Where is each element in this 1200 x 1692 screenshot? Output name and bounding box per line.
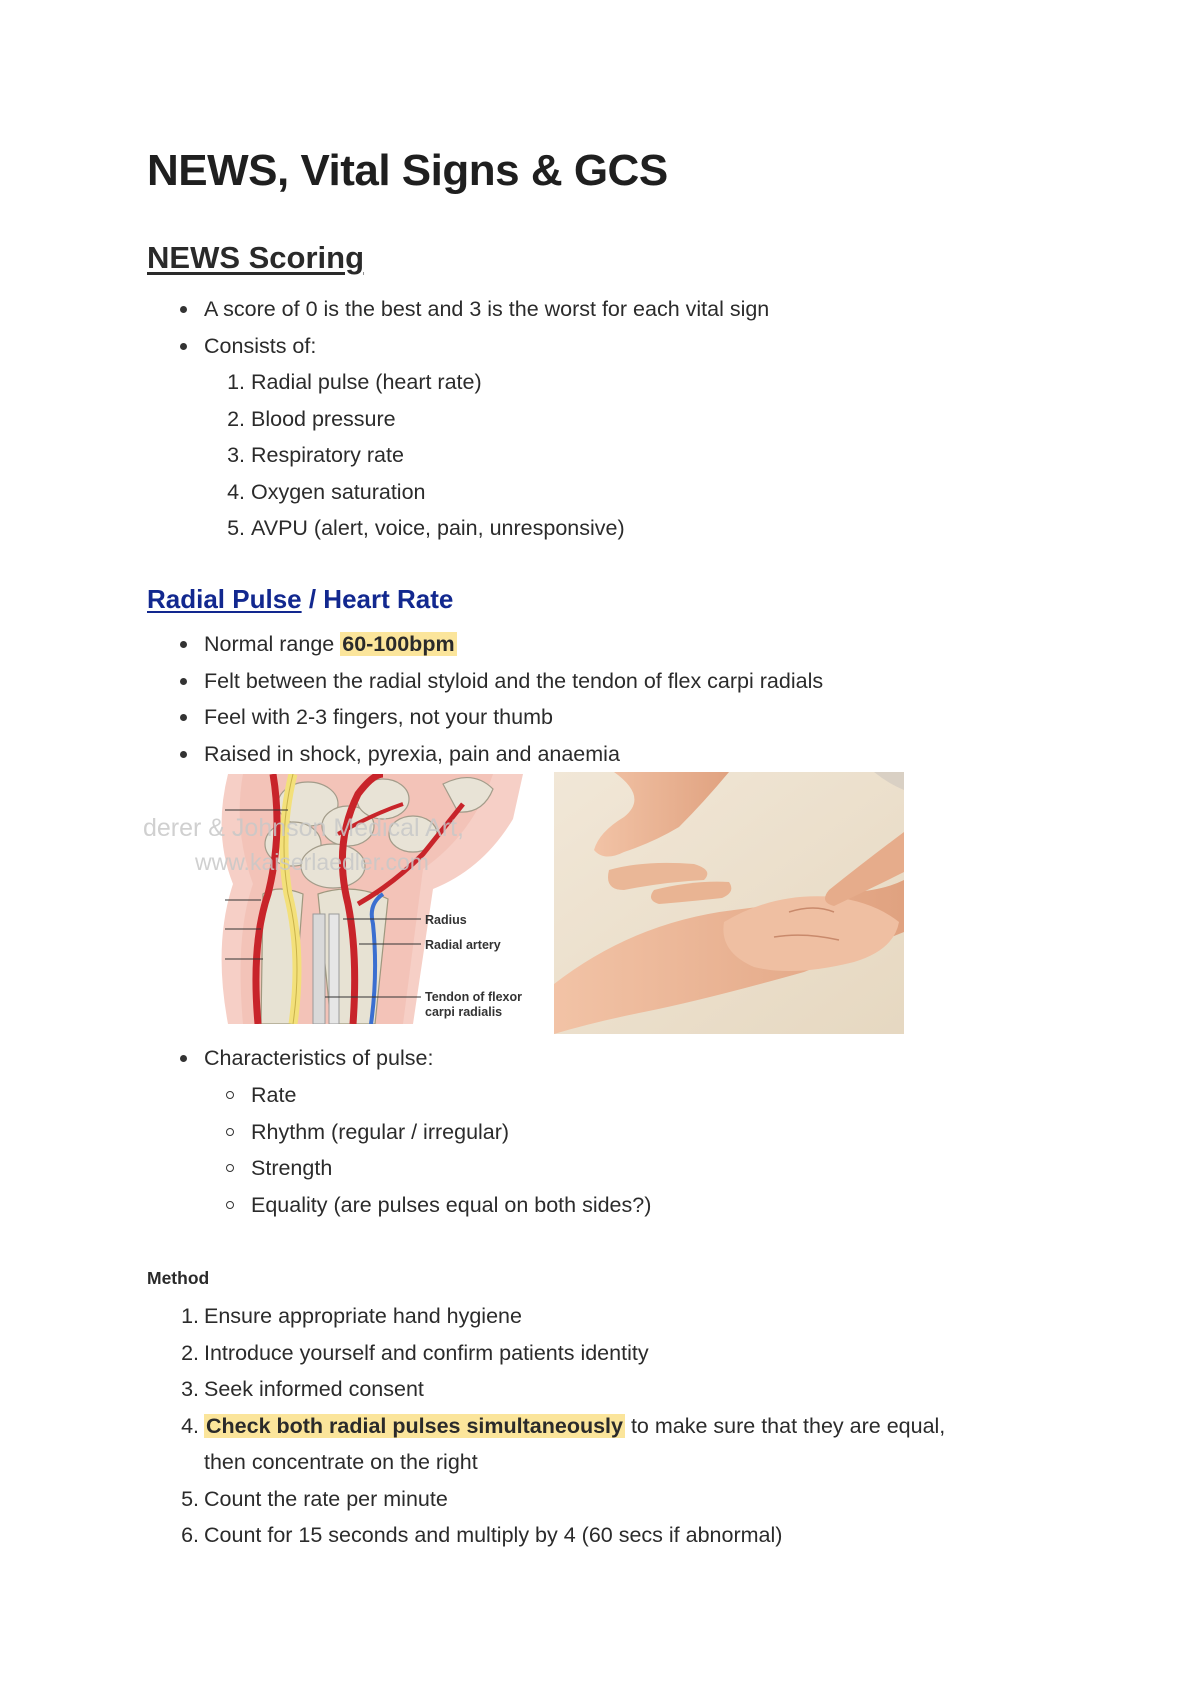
hands-taking-pulse-illustration [554,772,904,1034]
label-tendon-line-1: Tendon of flexor [425,990,522,1004]
wrist-anatomy-diagram [143,774,523,1024]
characteristics-list [147,1077,651,1223]
method-steps [147,1298,945,1554]
watermark-line-1: derer & Johnson Medical Art, [143,814,464,842]
characteristics-bullet [147,1040,433,1077]
list-item: Consists of: [147,328,769,365]
list-item: Felt between the radial styloid and the tendon of flex carpi radials [147,663,823,700]
list-item: 4. Check both radial pulses simultaneously to make sure that they are equal, then concentrate on the right [181,1413,946,1474]
label-tendon-line-2: carpi radialis [425,1005,503,1019]
wrist-anatomy-illustration [143,774,523,1024]
list-item: Feel with 2-3 fingers, not your thumb [147,699,823,736]
list-item: 2. Introduce yourself and confirm patients identity [181,1340,649,1365]
list-item: 2. Blood pressure [227,406,396,431]
list-item: Strength [147,1150,651,1187]
list-item: Rate [147,1077,651,1114]
radial-pulse-heading: Radial Pulse / Heart Rate [147,584,454,614]
method-label: Method [147,1268,210,1288]
news-components-list [147,364,625,547]
list-item: 5. AVPU (alert, voice, pain, unresponsive) [227,516,625,540]
list-item: Normal range 60-100bpm [147,626,823,663]
news-scoring-heading: NEWS Scoring [147,240,365,275]
radial-bullets [147,626,823,772]
normal-range-highlight: 60-100bpm [342,632,455,656]
list-item: 1. Radial pulse (heart rate) [227,370,482,394]
watermark-line-2: www.kaiserlaedler.com [195,849,429,875]
list-item: 4. Oxygen saturation [227,479,426,504]
list-item: 1. Ensure appropriate hand hygiene [181,1304,522,1328]
label-radial-artery: Radial artery [425,938,501,952]
list-item: Characteristics of pulse: [147,1040,433,1077]
list-item: Equality (are pulses equal on both sides?) [147,1187,651,1224]
list-item: A score of 0 is the best and 3 is the worst for each vital sign [147,291,769,328]
list-item: 6. Count for 15 seconds and multiply by 4 (60 secs if abnormal) [181,1523,783,1547]
list-item: 5. Count the rate per minute [181,1486,448,1511]
radial-pulse-link[interactable]: Radial Pulse [147,584,302,614]
list-item: Raised in shock, pyrexia, pain and anaemia [147,736,823,773]
news-bullets [147,291,769,364]
taking-pulse-photo [554,772,904,1034]
list-item: 3. Seek informed consent [181,1377,424,1401]
page-title: NEWS, Vital Signs & GCS [147,146,668,195]
label-radius: Radius [425,913,467,927]
simultaneous-pulse-highlight: Check both radial pulses simultaneously [206,1413,623,1438]
list-item: 3. Respiratory rate [227,443,404,467]
list-item: Rhythm (regular / irregular) [147,1114,651,1151]
